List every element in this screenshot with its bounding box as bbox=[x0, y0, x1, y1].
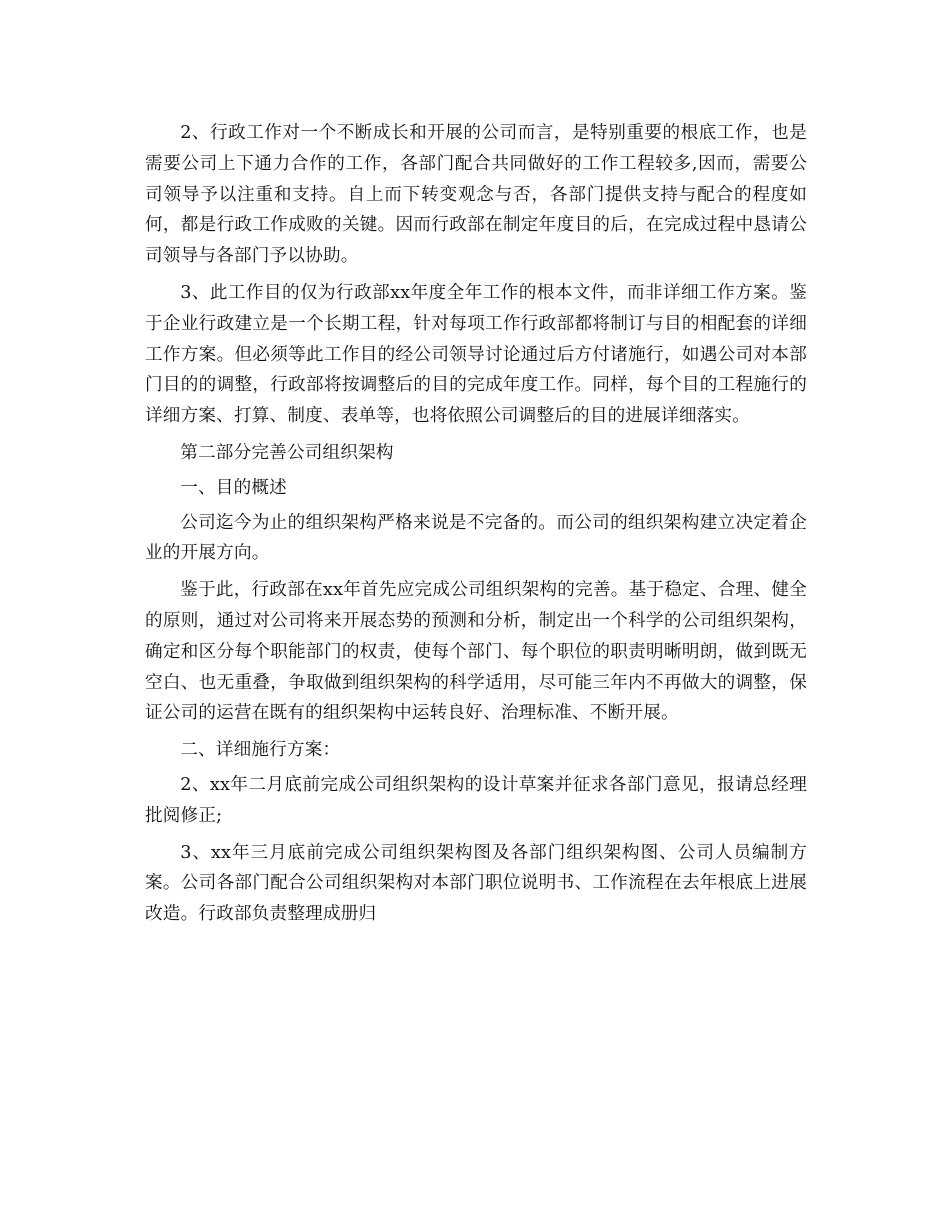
paragraph-admin-importance: 2、行政工作对一个不断成长和开展的公司而言，是特别重要的根底工作，也是需要公司上下通力合作的工作，各部门配合共同做好的工作工程较多,因而，需要公司领导予以注重和支持。自上而下转变观念与否，各部门提供支持与配合的程度如何，都是行政工作成败的关键。因而行政部在制定年度目的后，在完成过程中恳请公司领导与各部门予以协助。 bbox=[145, 123, 807, 267]
paragraph-february-draft: 2、xx年二月底前完成公司组织架构的设计草案并征求各部门意见，报请总经理批阅修正; bbox=[145, 774, 807, 826]
section-heading-part-two: 第二部分完善公司组织架构 bbox=[180, 442, 394, 463]
paragraph-structure-plan: 鉴于此，行政部在xx年首先应完成公司组织架构的完善。基于稳定、合理、健全的原则，通过对公司将来开展态势的预测和分析，制定出一个科学的公司组织架构，确定和区分每个职能部门的权责，使每个部门、每个职位的职责明晰明朗，做到既无空白、也无重叠，争取做到组织架构的科学适用，尽可能三年内不再做大的调整，保证公司的运营在既有的组织架构中运转良好、治理标准、不断开展。 bbox=[145, 580, 807, 724]
subheading-goal-overview: 一、目的概述 bbox=[180, 477, 287, 498]
subheading-implementation-plan: 二、详细施行方案： bbox=[180, 740, 341, 761]
paragraph-march-chart: 3、xx年三月底前完成公司组织架构图及各部门组织架构图、公司人员编制方案。公司各部门配合公司组织架构对本部门职位说明书、工作流程在去年根底上进展改造。行政部负责整理成册归 bbox=[145, 842, 807, 925]
document-body bbox=[145, 118, 807, 936]
paragraph-structure-status: 公司迄今为止的组织架构严格来说是不完备的。而公司的组织架构建立决定着企业的开展方向。 bbox=[145, 512, 807, 564]
paragraph-work-goal-scope: 3、此工作目的仅为行政部xx年度全年工作的根本文件，而非详细工作方案。鉴于企业行政建立是一个长期工程，针对每项工作行政部都将制订与目的相配套的详细工作方案。但必须等此工作目的经公司领导讨论通过后方付诸施行，如遇公司对本部门目的的调整，行政部将按调整后的目的完成年度工作。同样，每个目的工程施行的详细方案、打算、制度、表单等，也将依照公司调整后的目的进展详细落实。 bbox=[145, 282, 807, 427]
